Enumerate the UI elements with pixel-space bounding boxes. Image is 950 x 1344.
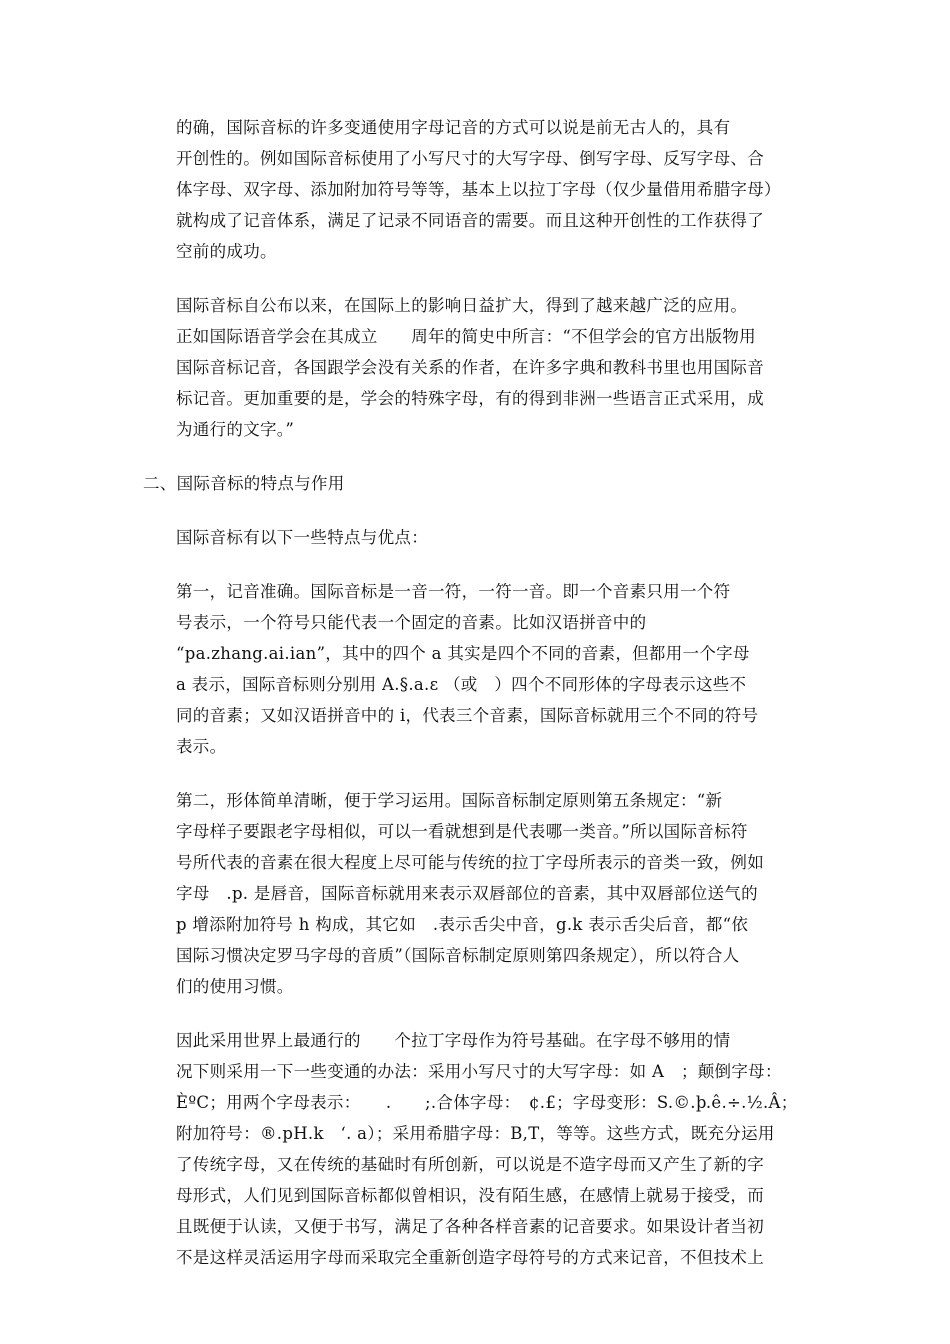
text-line: 开创性的。例如国际音标使用了小写尺寸的大写字母、倒写字母、反写字母、合 [176,149,764,168]
text-line: 字母样子要跟老字母相似，可以一看就想到是代表哪一类音。”所以国际音标符 [176,822,748,841]
text-line: 空前的成功。 [176,242,277,261]
text-line: 为通行的文字。” [176,420,295,439]
text-line: 就构成了记音体系，满足了记录不同语音的需要。而且这种开创性的工作获得了 [176,211,764,230]
text-line: 体字母、双字母、添加附加符号等等，基本上以拉丁字母（仅少量借用希腊字母） [176,180,781,199]
text-line: 且既便于认读，又便于书写，满足了各种各样音素的记音要求。如果设计者当初 [176,1217,764,1236]
text-line: 母形式，人们见到国际音标都似曾相识，没有陌生感，在感情上就易于接受，而 [176,1186,764,1205]
text-line: 附加符号：®.pH.k ‘. a）；采用希腊字母：B,T，等等。这些方式，既充分运用 [176,1124,775,1143]
paragraph-1 [143,112,811,267]
paragraph-4 [143,576,811,762]
text-line: “pa.zhang.ai.ian”，其中的四个 a 其实是四个不同的音素，但都用一个字母 [176,644,750,663]
text-line: 国际音标自公布以来，在国际上的影响日益扩大，得到了越来越广泛的应用。 [176,296,748,315]
paragraph-3 [143,522,811,553]
text-line: 国际音标有以下一些特点与优点： [176,528,428,547]
text-line: 第一，记音准确。国际音标是一音一符，一符一音。即一个音素只用一个符 [176,582,731,601]
text-line: 们的使用习惯。 [176,977,294,996]
text-line: 国际音标记音，各国跟学会没有关系的作者，在许多字典和教科书里也用国际音 [176,358,764,377]
text-line: 标记音。更加重要的是，学会的特殊字母，有的得到非洲一些语言正式采用，成 [176,389,764,408]
text-line: 正如国际语音学会在其成立 周年的简史中所言：“不但学会的官方出版物用 [176,327,756,346]
heading-text: 二、国际音标的特点与作用 [143,474,345,493]
section-heading [143,468,811,499]
text-line: 况下则采用一下一些变通的办法：采用小写尺寸的大写字母：如 A ；颠倒字母： [176,1062,782,1081]
text-line: 第二，形体简单清晰，便于学习运用。国际音标制定原则第五条规定：“新 [176,791,723,810]
text-line: a 表示，国际音标则分别用 A.§.a.ɛ （或 ）四个不同形体的字母表示这些不 [176,675,747,694]
text-line: 因此采用世界上最通行的 个拉丁字母作为符号基础。在字母不够用的情 [176,1031,731,1050]
text-line: 的确，国际音标的许多变通使用字母记音的方式可以说是前无古人的，具有 [176,118,731,137]
paragraph-6 [143,1025,811,1273]
paragraph-2 [143,290,811,445]
text-line: ÈºC；用两个字母表示： . ;.合体字母： ¢.£；字母变形：S.©.þ.ê.÷.½.Â； [176,1093,798,1112]
text-line: 号所代表的音素在很大程度上尽可能与传统的拉丁字母所表示的音类一致，例如 [176,853,764,872]
text-line: 号表示，一个符号只能代表一个固定的音素。比如汉语拼音中的 [176,613,647,632]
text-line: 同的音素；又如汉语拼音中的 i，代表三个音素，国际音标就用三个不同的符号 [176,706,759,725]
paragraph-5 [143,785,811,1002]
document-page [143,112,811,1296]
text-line: p 增添附加符号 h 构成，其它如 .表示舌尖中音，g.k 表示舌尖后音，都“依 [176,915,749,934]
text-line: 国际习惯决定罗马字母的音质”（国际音标制定原则第四条规定），所以符合人 [176,946,740,965]
text-line: 表示。 [176,737,227,756]
text-line: 不是这样灵活运用字母而采取完全重新创造字母符号的方式来记音，不但技术上 [176,1248,764,1267]
text-line: 了传统字母，又在传统的基础时有所创新，可以说是不造字母而又产生了新的字 [176,1155,764,1174]
text-line: 字母 .p. 是唇音，国际音标就用来表示双唇部位的音素，其中双唇部位送气的 [176,884,758,903]
